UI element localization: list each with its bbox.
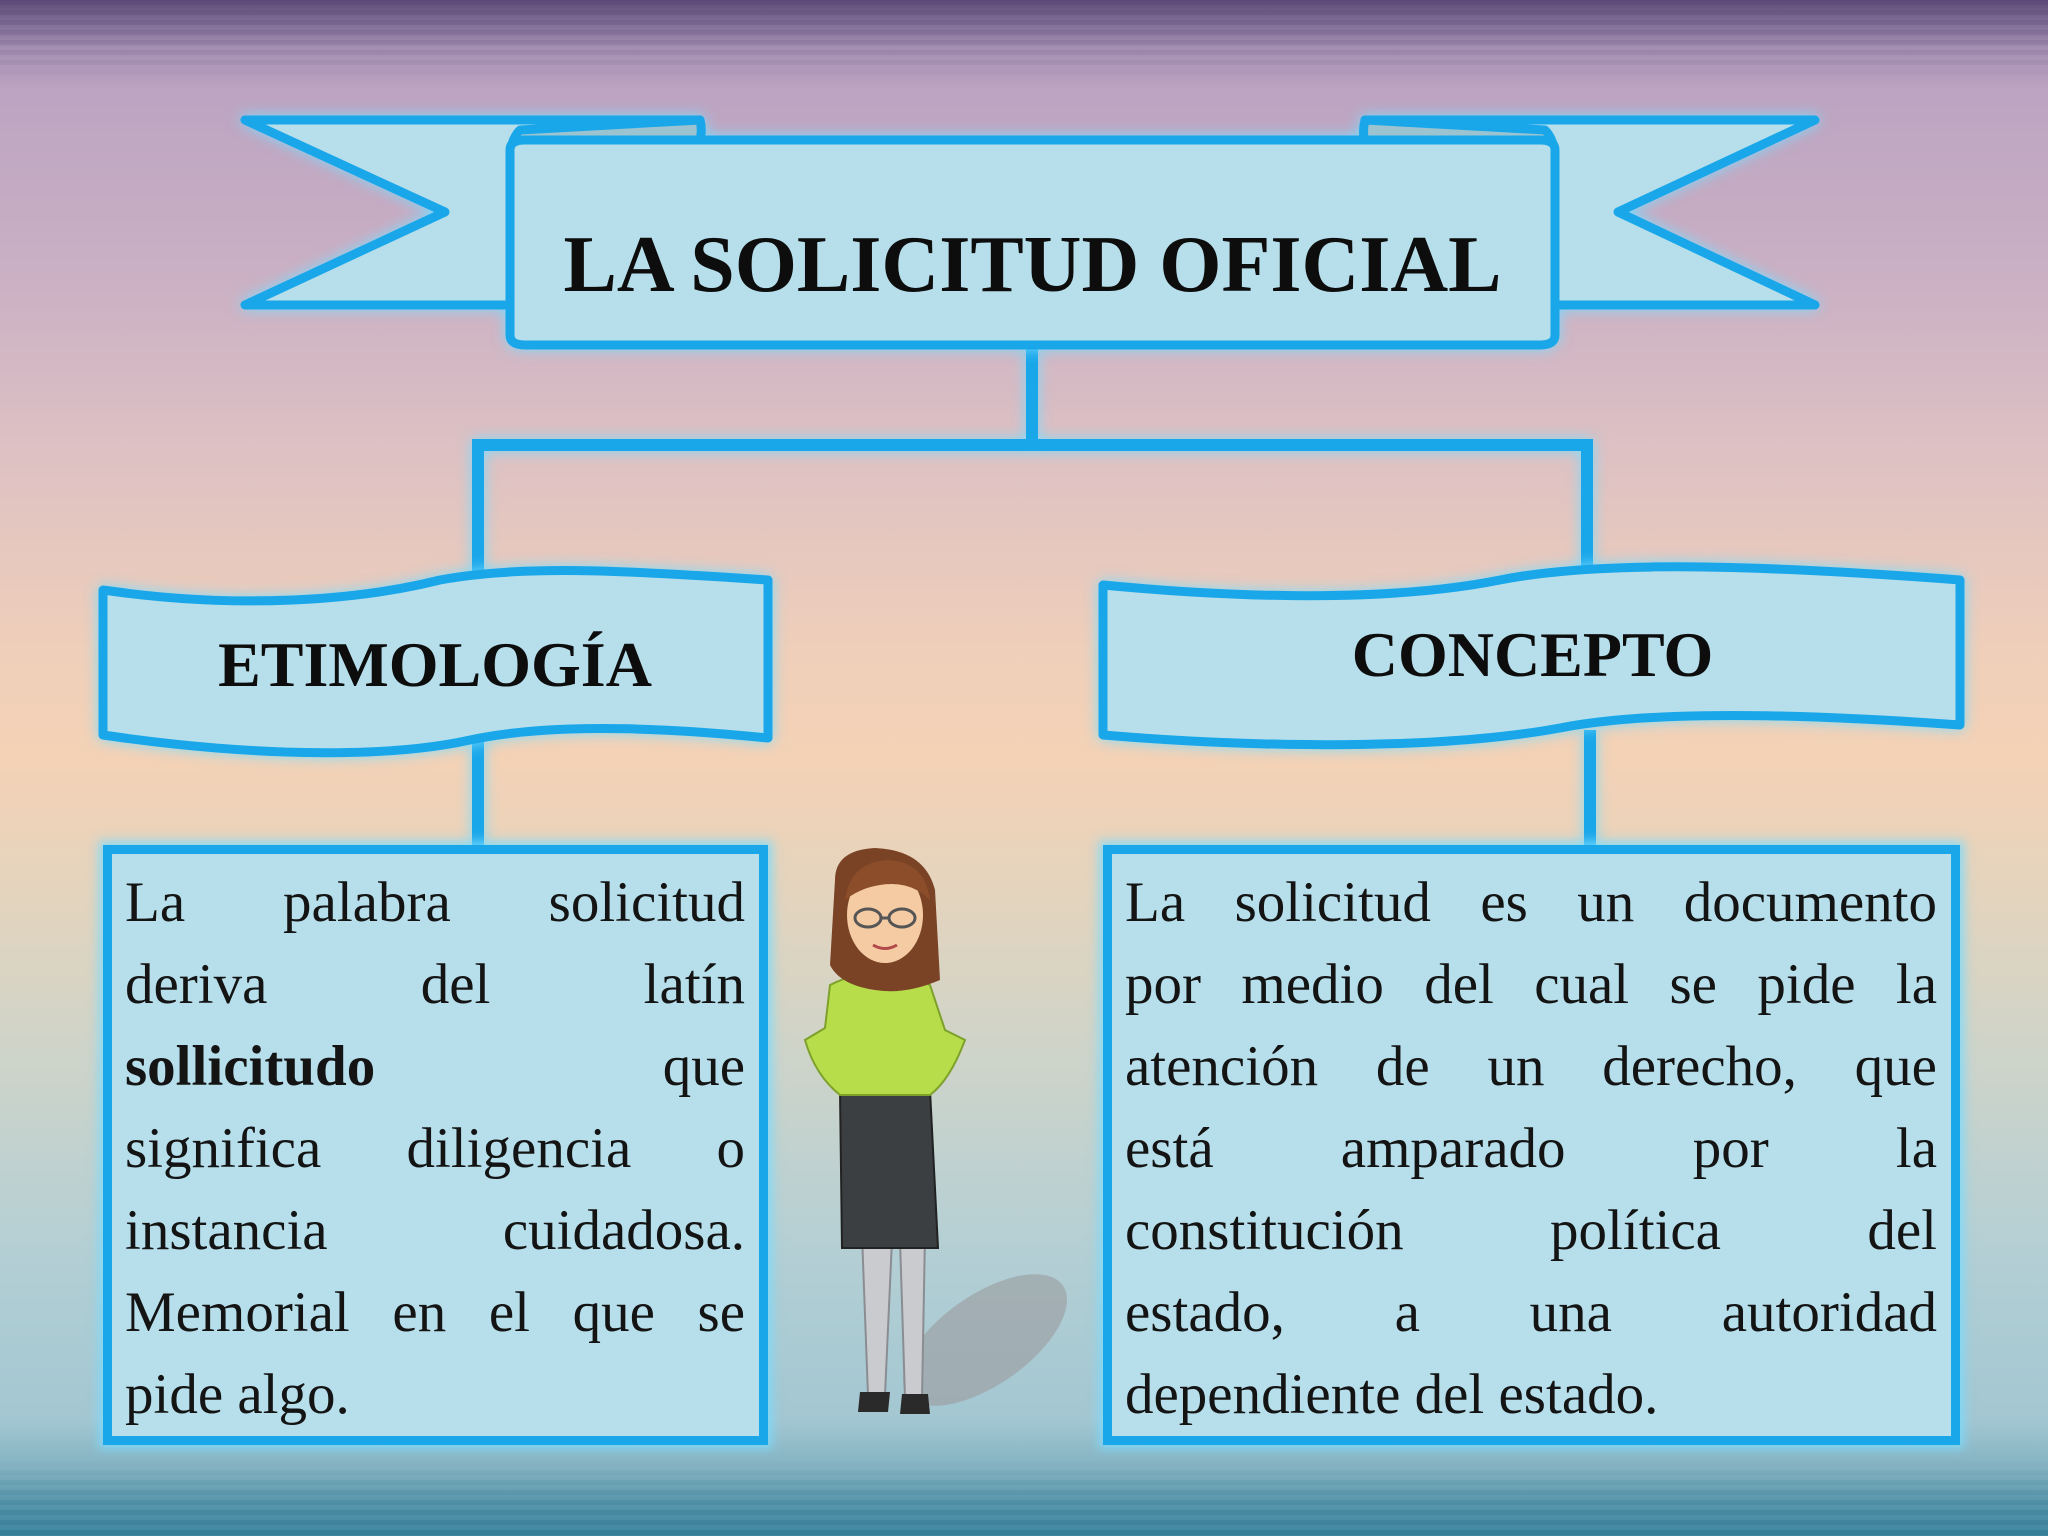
etimologia-line-3-rest: que bbox=[662, 1035, 745, 1098]
concepto-line-6: estado, a una autoridad bbox=[1125, 1281, 1937, 1344]
etimologia-line-1: La palabra solicitud bbox=[125, 871, 745, 934]
concepto-text bbox=[1125, 862, 1937, 1436]
concepto-line-4: está amparado por la bbox=[1125, 1117, 1937, 1180]
figure-skirt bbox=[840, 1090, 938, 1248]
etimologia-text bbox=[125, 862, 745, 1436]
etimologia-line-2: deriva del latín bbox=[125, 953, 745, 1016]
concepto-line-5: constitución política del bbox=[1125, 1199, 1937, 1262]
concepto-heading: CONCEPTO bbox=[1351, 619, 1714, 690]
figure-legs bbox=[862, 1235, 925, 1398]
concepto-line-3: atención de un derecho, que bbox=[1125, 1035, 1937, 1098]
etimologia-heading: ETIMOLOGÍA bbox=[218, 629, 652, 700]
page-title: LA SOLICITUD OFICIAL bbox=[563, 220, 1502, 309]
etimologia-line-5: instancia cuidadosa. bbox=[125, 1199, 745, 1262]
figure-shoes bbox=[858, 1392, 930, 1414]
woman-illustration bbox=[805, 848, 1089, 1431]
concepto-line-2: por medio del cual se pide la bbox=[1125, 953, 1937, 1016]
etimologia-line-3 bbox=[125, 1026, 745, 1108]
concepto-line-7: dependiente del estado. bbox=[1125, 1363, 1659, 1426]
etimologia-line-6: Memorial en el que se bbox=[125, 1281, 745, 1344]
etimologia-bold-word: sollicitudo bbox=[125, 1035, 376, 1098]
concepto-line-1: La solicitud es un documento bbox=[1125, 871, 1937, 934]
etimologia-line-4: significa diligencia o bbox=[125, 1117, 745, 1180]
etimologia-line-7: pide algo. bbox=[125, 1363, 350, 1426]
